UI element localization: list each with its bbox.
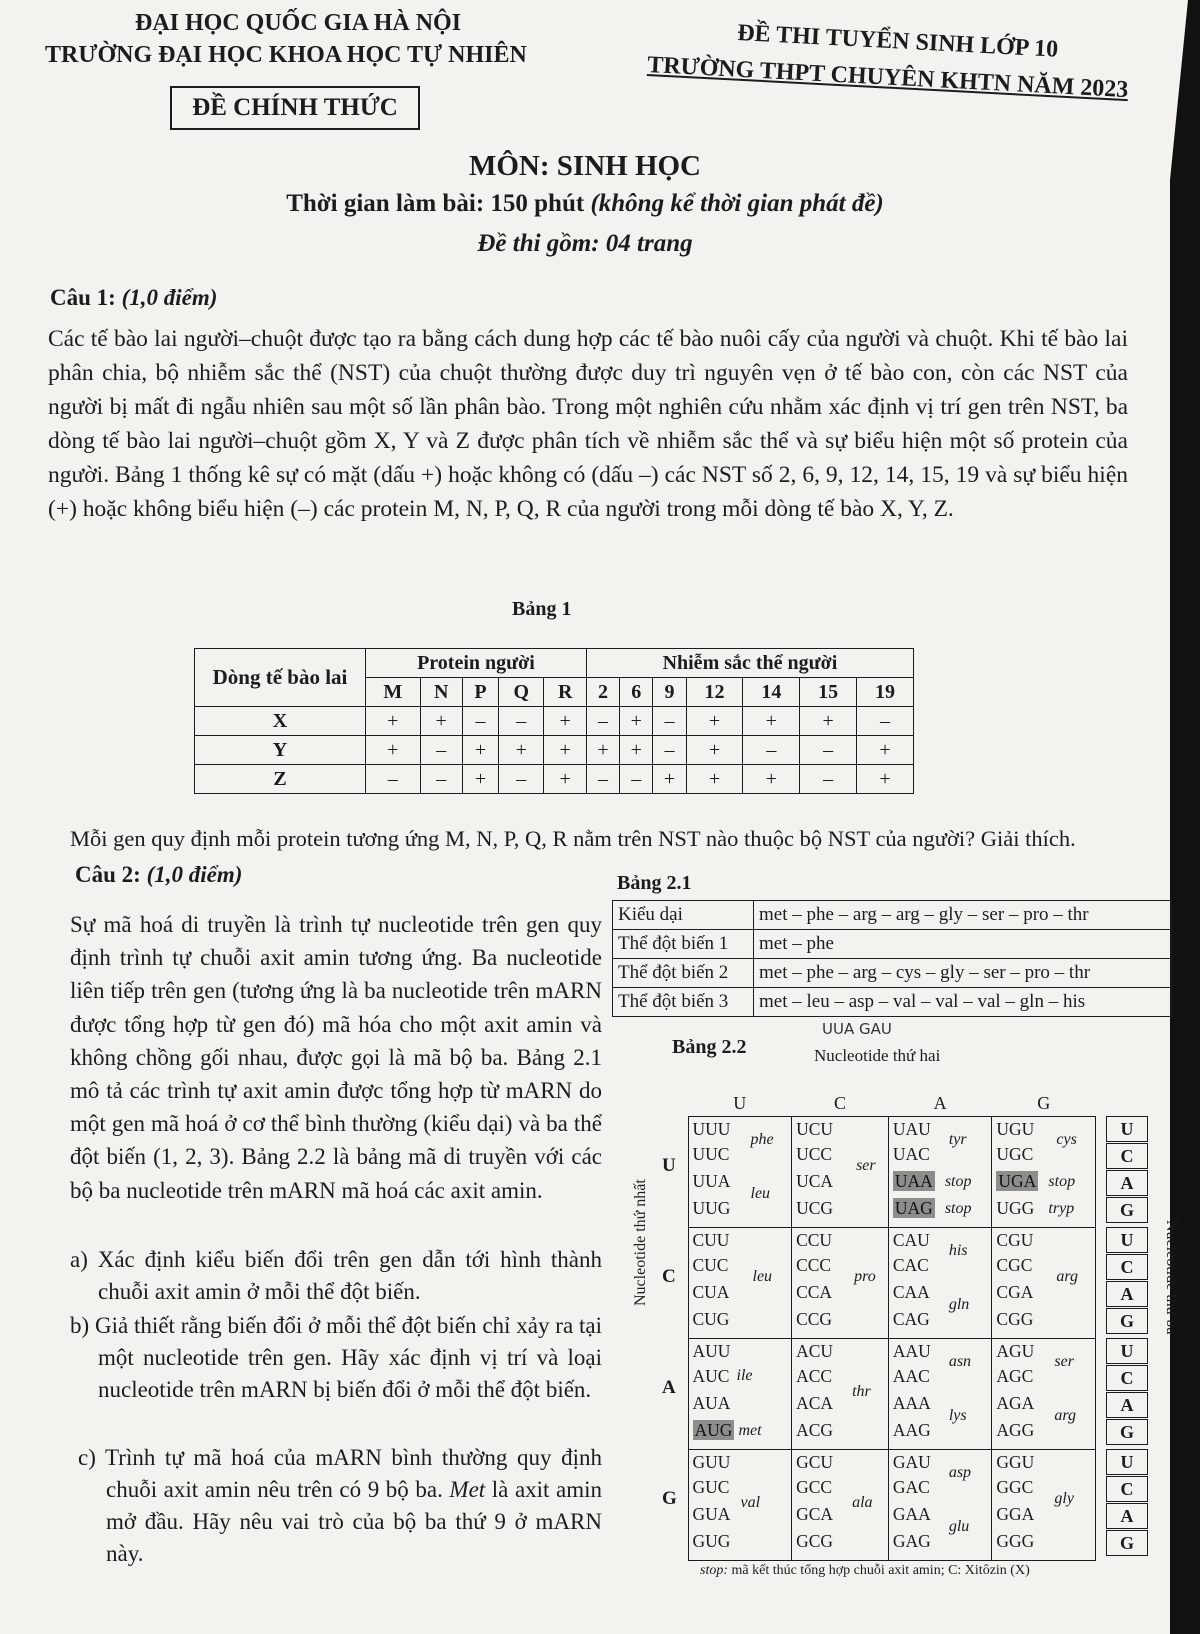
codon: UGU <box>996 1119 1035 1139</box>
amino-acid: ser <box>856 1157 876 1174</box>
codon: GAA <box>892 1504 931 1524</box>
table-cell: + <box>686 765 743 794</box>
amino-acid: met <box>738 1422 762 1439</box>
third-base-label: G <box>1106 1308 1148 1334</box>
table-cell: + <box>800 707 857 736</box>
first-base-label: A <box>662 1376 676 1398</box>
codon: GCG <box>796 1531 834 1551</box>
table-cell: + <box>366 707 421 736</box>
table-2-2 <box>652 1090 1096 1561</box>
table-cell: + <box>499 736 544 765</box>
table-cell: + <box>620 707 653 736</box>
codon: CGC <box>996 1255 1033 1275</box>
question-2-label: Câu 2: <box>75 862 141 887</box>
table-cell: + <box>686 736 743 765</box>
table-cell: – <box>420 736 462 765</box>
exam-duration <box>0 190 1170 218</box>
chromosome-header: 19 <box>857 678 914 707</box>
stop-codon: UGA <box>998 1171 1037 1191</box>
codon: AGU <box>996 1341 1035 1361</box>
table-cell: – <box>857 707 914 736</box>
table-cell: – <box>420 765 462 794</box>
amino-acid: tyr <box>948 1131 967 1148</box>
stop-codon: UAA <box>894 1171 933 1191</box>
codon: UAU <box>892 1119 931 1139</box>
codon: UCG <box>796 1198 834 1218</box>
third-base-label: G <box>1106 1197 1148 1223</box>
table-cell: – <box>800 765 857 794</box>
row-label: Y <box>195 736 366 765</box>
codon: UUU <box>692 1119 731 1139</box>
codon: GUC <box>692 1477 730 1497</box>
codon: AAG <box>892 1420 931 1440</box>
codon: ACA <box>796 1393 834 1413</box>
table-row <box>613 988 1172 1017</box>
codon: GGU <box>996 1452 1035 1472</box>
codon: CGU <box>996 1230 1034 1250</box>
question-1-heading <box>50 285 217 311</box>
row-label: Thể đột biến 1 <box>613 930 754 959</box>
codon: ACC <box>796 1366 833 1386</box>
amino-acid: asp <box>948 1464 972 1481</box>
first-base-label: C <box>662 1265 676 1287</box>
codon: AGG <box>996 1420 1035 1440</box>
second-base-header: A <box>933 1092 947 1113</box>
second-nucleotide-label: Nucleotide thứ hai <box>814 1046 941 1065</box>
codon: GAU <box>892 1452 931 1472</box>
third-base-label: A <box>1106 1392 1148 1418</box>
codon: CAA <box>892 1282 930 1302</box>
codon: UGG <box>996 1198 1035 1218</box>
amino-acid: pro <box>854 1268 876 1285</box>
table-cell: – <box>586 765 619 794</box>
third-base-label: U <box>1106 1227 1148 1253</box>
codon: GGC <box>996 1477 1034 1497</box>
amino-acid: lys <box>948 1407 967 1424</box>
codon: AAA <box>892 1393 931 1413</box>
table-cell: + <box>544 736 586 765</box>
amino-acid-sequence: met – phe <box>754 930 1172 959</box>
codon: CCC <box>796 1255 832 1275</box>
codon: CAG <box>892 1309 930 1329</box>
table-cell: + <box>857 736 914 765</box>
amino-acid: glu <box>948 1518 970 1535</box>
table-cell: + <box>743 765 800 794</box>
amino-acid: thr <box>852 1383 871 1400</box>
codon: AUU <box>692 1341 731 1361</box>
codon: UAC <box>892 1144 930 1164</box>
third-base-label: U <box>1106 1338 1148 1364</box>
table-2-1-caption: Bảng 2.1 <box>617 872 692 894</box>
question-1-points: (1,0 điểm) <box>121 285 218 310</box>
duration-text: Thời gian làm bài: 150 phút <box>286 190 585 217</box>
table-row <box>613 959 1172 988</box>
exam-title: ĐỀ THI TUYỂN SINH LỚP 10 <box>736 20 1059 63</box>
table-2-1 <box>612 900 1172 1017</box>
amino-acid: arg <box>1054 1407 1077 1424</box>
codon: CUU <box>692 1230 730 1250</box>
codon: UCC <box>796 1144 833 1164</box>
question-2-part-b: b) Giả thiết rằng biến đổi ở mỗi thể đột biến chỉ xảy ra tại một nucleotide trên gen. Hãy xác định vị trí và loại nucleotide trên mARN bị biến đổi ở mỗi thể đột biến. <box>70 1313 602 1402</box>
codon: GCA <box>796 1504 834 1524</box>
table-cell: + <box>653 765 686 794</box>
codon: CAU <box>892 1230 930 1250</box>
protein-header: P <box>462 678 498 707</box>
table-1-row-header: Dòng tế bào lai <box>195 649 366 707</box>
codon: CUG <box>692 1309 730 1329</box>
amino-acid: tryp <box>1048 1200 1075 1217</box>
codon: ACG <box>796 1420 834 1440</box>
row-label: Z <box>195 765 366 794</box>
table-cell: + <box>544 707 586 736</box>
amino-acid: stop <box>1048 1173 1076 1190</box>
amino-acid-sequence: met – phe – arg – arg – gly – ser – pro – thr <box>754 901 1172 930</box>
third-base-label: A <box>1106 1503 1148 1529</box>
codon: UUC <box>692 1144 730 1164</box>
amino-acid: gly <box>1054 1490 1074 1507</box>
protein-header: R <box>544 678 586 707</box>
question-1-label: Câu 1: <box>50 285 116 310</box>
duration-note: (không kể thời gian phát đề) <box>590 190 884 217</box>
table-row <box>613 901 1172 930</box>
codon: GAC <box>892 1477 930 1497</box>
codon: GAG <box>892 1531 931 1551</box>
table-cell: + <box>366 736 421 765</box>
codon: CUA <box>692 1282 730 1302</box>
table-cell: – <box>653 736 686 765</box>
amino-acid: val <box>740 1494 761 1511</box>
amino-acid: leu <box>752 1268 773 1285</box>
codon: UUG <box>692 1198 731 1218</box>
handwritten-note: UUA GAU <box>822 1020 892 1038</box>
amino-acid: ser <box>1054 1353 1074 1370</box>
row-label: Thể đột biến 3 <box>613 988 754 1017</box>
met-term: Met <box>449 1477 486 1502</box>
exam-school: TRƯỜNG THPT CHUYÊN KHTN NĂM 2023 <box>646 52 1129 104</box>
amino-acid-sequence: met – leu – asp – val – val – val – gln – his <box>754 988 1172 1017</box>
question-2-part-c <box>78 1442 602 1570</box>
table-cell: + <box>620 736 653 765</box>
question-1-body: Các tế bào lai người–chuột được tạo ra bằng cách dung hợp các tế bào nuôi cấy của người và chuột. Khi tế bào lai phân chia, bộ nhiễm sắc thể (NST) của chuột thường được duy trì nguyên vẹn ở tế bào con, còn các NST của người bị mất đi ngẫu nhiên sau một số lần phân bào. Trong một nghiên cứu nhằm xác định vị trí gen trên NST, ba dòng tế bào lai người–chuột gồm X, Y và Z được phân tích về nhiễm sắc thể và sự biểu hiện một số protein của người. Bảng 1 thống kê sự có mặt (dấu +) hoặc không có (dấu –) các NST số 2, 6, 9, 12, 14, 15, 19 và sự biểu hiện (+) hoặc không biểu hiện (–) các protein M, N, P, Q, R của người trong mỗi dòng tế bào X, Y, Z. <box>48 326 1128 522</box>
protein-header: M <box>366 678 421 707</box>
second-base-header: C <box>833 1092 846 1113</box>
codon: UCA <box>796 1171 834 1191</box>
subject-title: MÔN: SINH HỌC <box>469 150 701 182</box>
protein-header: Q <box>499 678 544 707</box>
chromosome-header: 9 <box>653 678 686 707</box>
question-2-body: Sự mã hoá di truyền là trình tự nucleotide trên gen quy định trình tự chuỗi axit amin tương ứng. Ba nucleotide liên tiếp trên gen (tương ứng là ba nucleotide trên mARN được tổng hợp từ gen đó) mã hóa cho một axit amin và không chồng gối nhau, được gọi là mã bộ ba. Bảng 2.1 mô tả các trình tự axit amin được tổng hợp từ mARN do một gen mã hoá ở cơ thể bình thường (kiểu dại) và ba thể đột biến (1, 2, 3). Bảng 2.2 là bảng mã di truyền với các bộ ba nucleotide trên mARN mã hoá các axit amin. <box>70 912 602 1203</box>
table-cell: + <box>462 736 498 765</box>
third-nucleotide-label: Nucleotide thứ ba <box>1163 1220 1180 1335</box>
start-codon: AUG <box>694 1420 733 1440</box>
footnote-text: mã kết thúc tổng hợp chuỗi axit amin; C: Xitôzin (X) <box>731 1563 1030 1578</box>
second-base-header: G <box>1037 1092 1051 1113</box>
codon: GGG <box>996 1531 1035 1551</box>
table-cell: + <box>586 736 619 765</box>
codon: AAC <box>892 1366 930 1386</box>
protein-header: N <box>420 678 462 707</box>
official-exam-box: ĐỀ CHÍNH THỨC <box>170 86 420 130</box>
third-base-label: A <box>1106 1170 1148 1196</box>
first-base-label: U <box>662 1154 676 1176</box>
table-cell: – <box>620 765 653 794</box>
question-2-part-a: a) Xác định kiểu biến đổi trên gen dẫn tới hình thành chuỗi axit amin ở mỗi thể đột biến. <box>70 1247 602 1304</box>
table-cell: – <box>462 707 498 736</box>
page-shadow-edge <box>1170 0 1200 1634</box>
third-base-label: G <box>1106 1419 1148 1445</box>
codon: GUG <box>692 1531 731 1551</box>
table-2-2-footnote <box>700 1563 1030 1579</box>
chromosome-header: 14 <box>743 678 800 707</box>
codon: GGA <box>996 1504 1035 1524</box>
first-nucleotide-label: Nucleotide thứ nhất <box>632 1179 649 1306</box>
table-cell: – <box>743 736 800 765</box>
corner-cell <box>652 1090 688 1117</box>
codon: GUA <box>692 1504 731 1524</box>
table-cell: + <box>462 765 498 794</box>
table-cell: – <box>800 736 857 765</box>
third-base-label: C <box>1106 1476 1148 1502</box>
table-cell: + <box>686 707 743 736</box>
amino-acid-sequence: met – phe – arg – cys – gly – ser – pro – thr <box>754 959 1172 988</box>
amino-acid: his <box>948 1242 968 1259</box>
third-base-label: A <box>1106 1281 1148 1307</box>
codon: AAU <box>892 1341 931 1361</box>
table-cell: + <box>743 707 800 736</box>
codon: ACU <box>796 1341 834 1361</box>
table-2-2-caption: Bảng 2.2 <box>672 1036 747 1058</box>
table-row <box>195 736 914 765</box>
third-base-label: G <box>1106 1530 1148 1556</box>
codon: CGG <box>996 1309 1034 1329</box>
table-row <box>195 765 914 794</box>
chromosome-header: 15 <box>800 678 857 707</box>
amino-acid: asn <box>948 1353 972 1370</box>
codon: CUC <box>692 1255 729 1275</box>
amino-acid: phe <box>750 1131 774 1148</box>
question-2-heading <box>75 862 242 888</box>
table-1-caption: Bảng 1 <box>512 598 572 620</box>
chromosome-header: 6 <box>620 678 653 707</box>
third-base-label: C <box>1106 1365 1148 1391</box>
codon: AGC <box>996 1366 1034 1386</box>
codon: CAC <box>892 1255 929 1275</box>
table-cell: + <box>544 765 586 794</box>
codon: CCU <box>796 1230 833 1250</box>
table-row <box>195 707 914 736</box>
third-base-label: C <box>1106 1143 1148 1169</box>
table-cell: – <box>653 707 686 736</box>
third-base-label: U <box>1106 1449 1148 1475</box>
page-count: Đề thi gồm: 04 trang <box>477 230 693 257</box>
table-cell: – <box>586 707 619 736</box>
table-1 <box>194 648 914 794</box>
codon: CGA <box>996 1282 1034 1302</box>
table-cell: + <box>857 765 914 794</box>
table-cell: + <box>420 707 462 736</box>
table-cell: – <box>499 765 544 794</box>
codon: UUA <box>692 1171 731 1191</box>
table-cell: – <box>366 765 421 794</box>
table-1-protein-group: Protein người <box>366 649 587 678</box>
university-name: ĐẠI HỌC QUỐC GIA HÀ NỘI <box>135 10 462 36</box>
first-base-label: G <box>662 1487 677 1509</box>
amino-acid: stop <box>944 1173 972 1190</box>
codon: AGA <box>996 1393 1035 1413</box>
table-row <box>613 930 1172 959</box>
amino-acid: ala <box>852 1494 873 1511</box>
question-1-prompt: Mỗi gen quy định mỗi protein tương ứng M, N, P, Q, R nằm trên NST nào thuộc bộ NST của người? Giải thích. <box>70 826 1076 851</box>
question-2-points: (1,0 điểm) <box>146 862 243 887</box>
third-base-label: C <box>1106 1254 1148 1280</box>
codon: CCA <box>796 1282 833 1302</box>
amino-acid: leu <box>750 1185 771 1202</box>
codon: GCU <box>796 1452 834 1472</box>
chromosome-header: 12 <box>686 678 743 707</box>
codon: UGC <box>996 1144 1034 1164</box>
amino-acid: cys <box>1056 1131 1077 1148</box>
school-name: TRƯỜNG ĐẠI HỌC KHOA HỌC TỰ NHIÊN <box>45 42 527 68</box>
stop-codon: UAG <box>894 1198 933 1218</box>
row-label: Thể đột biến 2 <box>613 959 754 988</box>
amino-acid: stop <box>944 1200 972 1217</box>
amino-acid: gln <box>948 1296 970 1313</box>
amino-acid: arg <box>1056 1268 1079 1285</box>
table-1-chromosome-group: Nhiễm sắc thể người <box>586 649 913 678</box>
footnote-stop-term: stop: <box>700 1563 728 1578</box>
amino-acid: ile <box>736 1367 753 1384</box>
part-c-text: c) Trình tự mã hoá của mARN bình thường quy định chuỗi axit amin nêu trên có 9 bộ ba. <box>78 1445 602 1502</box>
codon: AUA <box>692 1393 731 1413</box>
chromosome-header: 2 <box>586 678 619 707</box>
codon: UCU <box>796 1119 834 1139</box>
codon: CCG <box>796 1309 833 1329</box>
part-c-text-end: là axit amin mở đầu. Hãy nêu vai trò của bộ ba thứ 9 ở mARN này. <box>106 1477 602 1566</box>
codon: GCC <box>796 1477 833 1497</box>
third-base-label: U <box>1106 1116 1148 1142</box>
codon: AUC <box>692 1366 730 1386</box>
codon: GUU <box>692 1452 731 1472</box>
second-base-header: U <box>733 1092 747 1113</box>
table-cell: – <box>499 707 544 736</box>
row-label: Kiểu dại <box>613 901 754 930</box>
row-label: X <box>195 707 366 736</box>
